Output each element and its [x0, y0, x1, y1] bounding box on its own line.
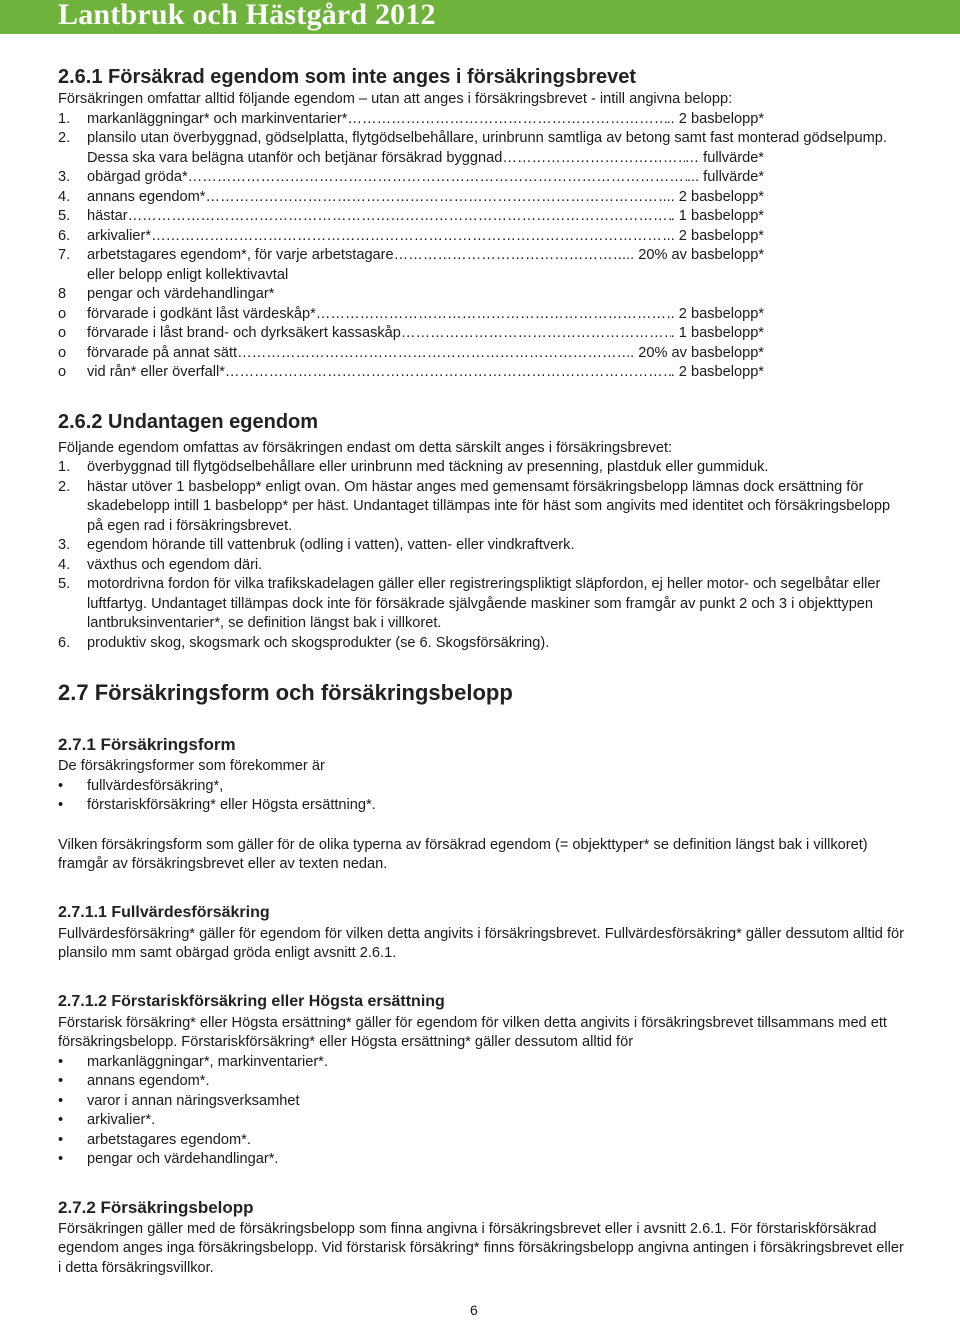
- page-number: 6: [470, 1302, 478, 1318]
- list-item-continuation: Dessa ska vara belägna utanför och betjänar försäkrad byggnad ………………………………………………………………………………………………………………………………………………………………………… … fullvärde*: [58, 149, 764, 169]
- list-item: 4. växthus och egendom däri.: [58, 556, 263, 573]
- paragraph: Fullvärdesförsäkring* gäller för egendom för vilken detta angivits i försäkringsbrevet. Fullvärdesförsäkring* gäller dessutom alltid för plansilo mm samt obärgad gröda enligt avsnitt 2.6.1.: [58, 925, 905, 961]
- list-item: 6. produktiv skog, skogsmark och skogsprodukter (se 6. Skogsförsäkring).: [58, 634, 550, 651]
- sub-list-item: o vid rån* eller överfall* ………………………………………………………………………………………………………………………………………………………………………… . 2 basbelopp*: [58, 363, 764, 383]
- section-heading-2-7-1: 2.7.1 Försäkringsform: [58, 735, 236, 754]
- header-banner: [0, 0, 960, 34]
- sub-list-item: o förvarade i godkänt låst värdeskåp* ………………………………………………………………………………………………………………………………………………………………………… .. 2 basbelopp*: [58, 305, 764, 325]
- bullet-item: • annans egendom*.: [58, 1073, 210, 1089]
- list-item: 4. annans egendom* ………………………………………………………………………………………………………………………………………………………………………… ... 2 basbelopp*: [58, 188, 764, 208]
- bullet-item: • fullvärdesförsäkring*,: [58, 777, 224, 794]
- list-item: 7. arbetstagares egendom*, för varje arbetstagare ………………………………………………………………………………………………………………………………………………………………………… ... 20% av basbelopp*: [58, 246, 764, 266]
- list-item: 3. obärgad gröda* ………………………………………………………………………………………………………………………………………………………………………… ... fullvärde*: [58, 168, 764, 188]
- list-item: 3. egendom hörande till vattenbruk (odling i vatten), vatten- eller vindkraftverk.: [58, 537, 575, 553]
- bullet-item: • arbetstagares egendom*.: [58, 1131, 251, 1148]
- bullet-item: • förstariskförsäkring* eller Högsta ersättning*.: [58, 797, 376, 813]
- bullet-item: • varor i annan näringsverksamhet: [58, 1092, 300, 1109]
- paragraph: Förstarisk försäkring* eller Högsta ersättning* gäller för egendom för vilken detta angivits i försäkringsbrevet tillsammans med ett försäkringsbelopp. Förstariskförsäkring* eller Högsta ersättning* gäller dessutom alltid för: [58, 1014, 887, 1050]
- section-intro: Följande egendom omfattas av försäkringen endast om detta särskilt anges i försäkringsbrevet:: [58, 439, 673, 456]
- bullet-item: • pengar och värdehandlingar*.: [58, 1151, 279, 1167]
- section-heading-2-7: 2.7 Försäkringsform och försäkringsbelopp: [58, 680, 513, 705]
- section-intro: Försäkringen omfattar alltid följande egendom – utan att anges i försäkringsbrevet - intill angivna belopp:: [58, 91, 733, 107]
- bullet-item: • arkivalier*.: [58, 1112, 156, 1128]
- sub-list-item: o förvarade på annat sätt ………………………………………………………………………………………………………………………………………………………………………… .. 20% av basbelopp*: [58, 344, 764, 364]
- list-item-continuation: eller belopp enligt kollektivavtal: [87, 266, 289, 283]
- section-heading-2-6-2: 2.6.2 Undantagen egendom: [58, 410, 319, 433]
- section-heading-2-6-1: 2.6.1 Försäkrad egendom som inte anges i försäkringsbrevet: [58, 66, 636, 88]
- paragraph: Försäkringen gäller med de försäkringsbelopp som finna angivna i försäkringsbrevet eller i avsnitt 2.6.1. För förstariskförsäkrad egendom anges inga försäkringsbelopp. Vid förstarisk försäkring* finns försäkringsbelopp angivna antingen i försäkringsbrevet eller i detta försäkringsvillkor.: [58, 1220, 904, 1276]
- list-item: 8 pengar och värdehandlingar*: [58, 286, 275, 302]
- list-item: 5. hästar ………………………………………………………………………………………………………………………………………………………………………… . 1 basbelopp*: [58, 207, 764, 227]
- section-heading-2-7-2: 2.7.2 Försäkringsbelopp: [58, 1197, 254, 1217]
- list-item: 1. markanläggningar* och markinventarier* ………………………………………………………………………………………………………………………………………………………………………… .. 2 basbelopp*: [58, 110, 764, 130]
- paragraph: Vilken försäkringsform som gäller för de olika typerna av försäkrad egendom (= objekttyper* se definition längst bak i villkoret) framgår av försäkringsbrevet eller av texten nedan.: [58, 836, 868, 872]
- sub-list-item: o förvarade i låst brand- och dyrksäkert kassaskåp ………………………………………………………………………………………………………………………………………………………………………… . 1 basbelopp*: [58, 324, 764, 344]
- document-title: Lantbruk och Hästgård 2012: [58, 0, 436, 31]
- section-intro: De försäkringsformer som förekommer är: [58, 758, 325, 774]
- document-body: [58, 64, 908, 1278]
- bullet-item: • markanläggningar*, markinventarier*.: [58, 1053, 328, 1070]
- list-item: 5. motordrivna fordon för vilka trafikskadelagen gäller eller registreringspliktigt släpfordon, ej heller motor- och segelbåtar eller luftfartyg. Undantaget tillämpas dock inte för försäkrade självgående maskiner som framgår av punkt 2 och 3 i objekttypen lantbruksinventarier*, se definition längst bak i villkoret.: [58, 576, 881, 631]
- list-item: 6. arkivalier* ………………………………………………………………………………………………………………………………………………………………………… ... 2 basbelopp*: [58, 227, 764, 247]
- list-item: 2. plansilo utan överbyggnad, gödselplatta, flytgödselbehållare, urinbrunn samtliga av betong samt fast monterad gödselpump.: [58, 130, 887, 146]
- list-item: 1. överbyggnad till flytgödselbehållare eller urinbrunn med täckning av presenning, plastduk eller gummiduk.: [58, 459, 769, 475]
- section-heading-2-7-1-1: 2.7.1.1 Fullvärdesförsäkring: [58, 903, 270, 921]
- section-heading-2-7-1-2: 2.7.1.2 Förstariskförsäkring eller Högsta ersättning: [58, 992, 445, 1010]
- list-item: 2. hästar utöver 1 basbelopp* enligt ovan. Om hästar anges med gemensamt försäkringsbelopp lämnas dock ersättning för skadebelopp intill 1 basbelopp* per häst. Undantaget tillämpas inte för häst som angivits med identitet och försäkringsbelopp på egen rad i försäkringsbrevet.: [58, 478, 891, 534]
